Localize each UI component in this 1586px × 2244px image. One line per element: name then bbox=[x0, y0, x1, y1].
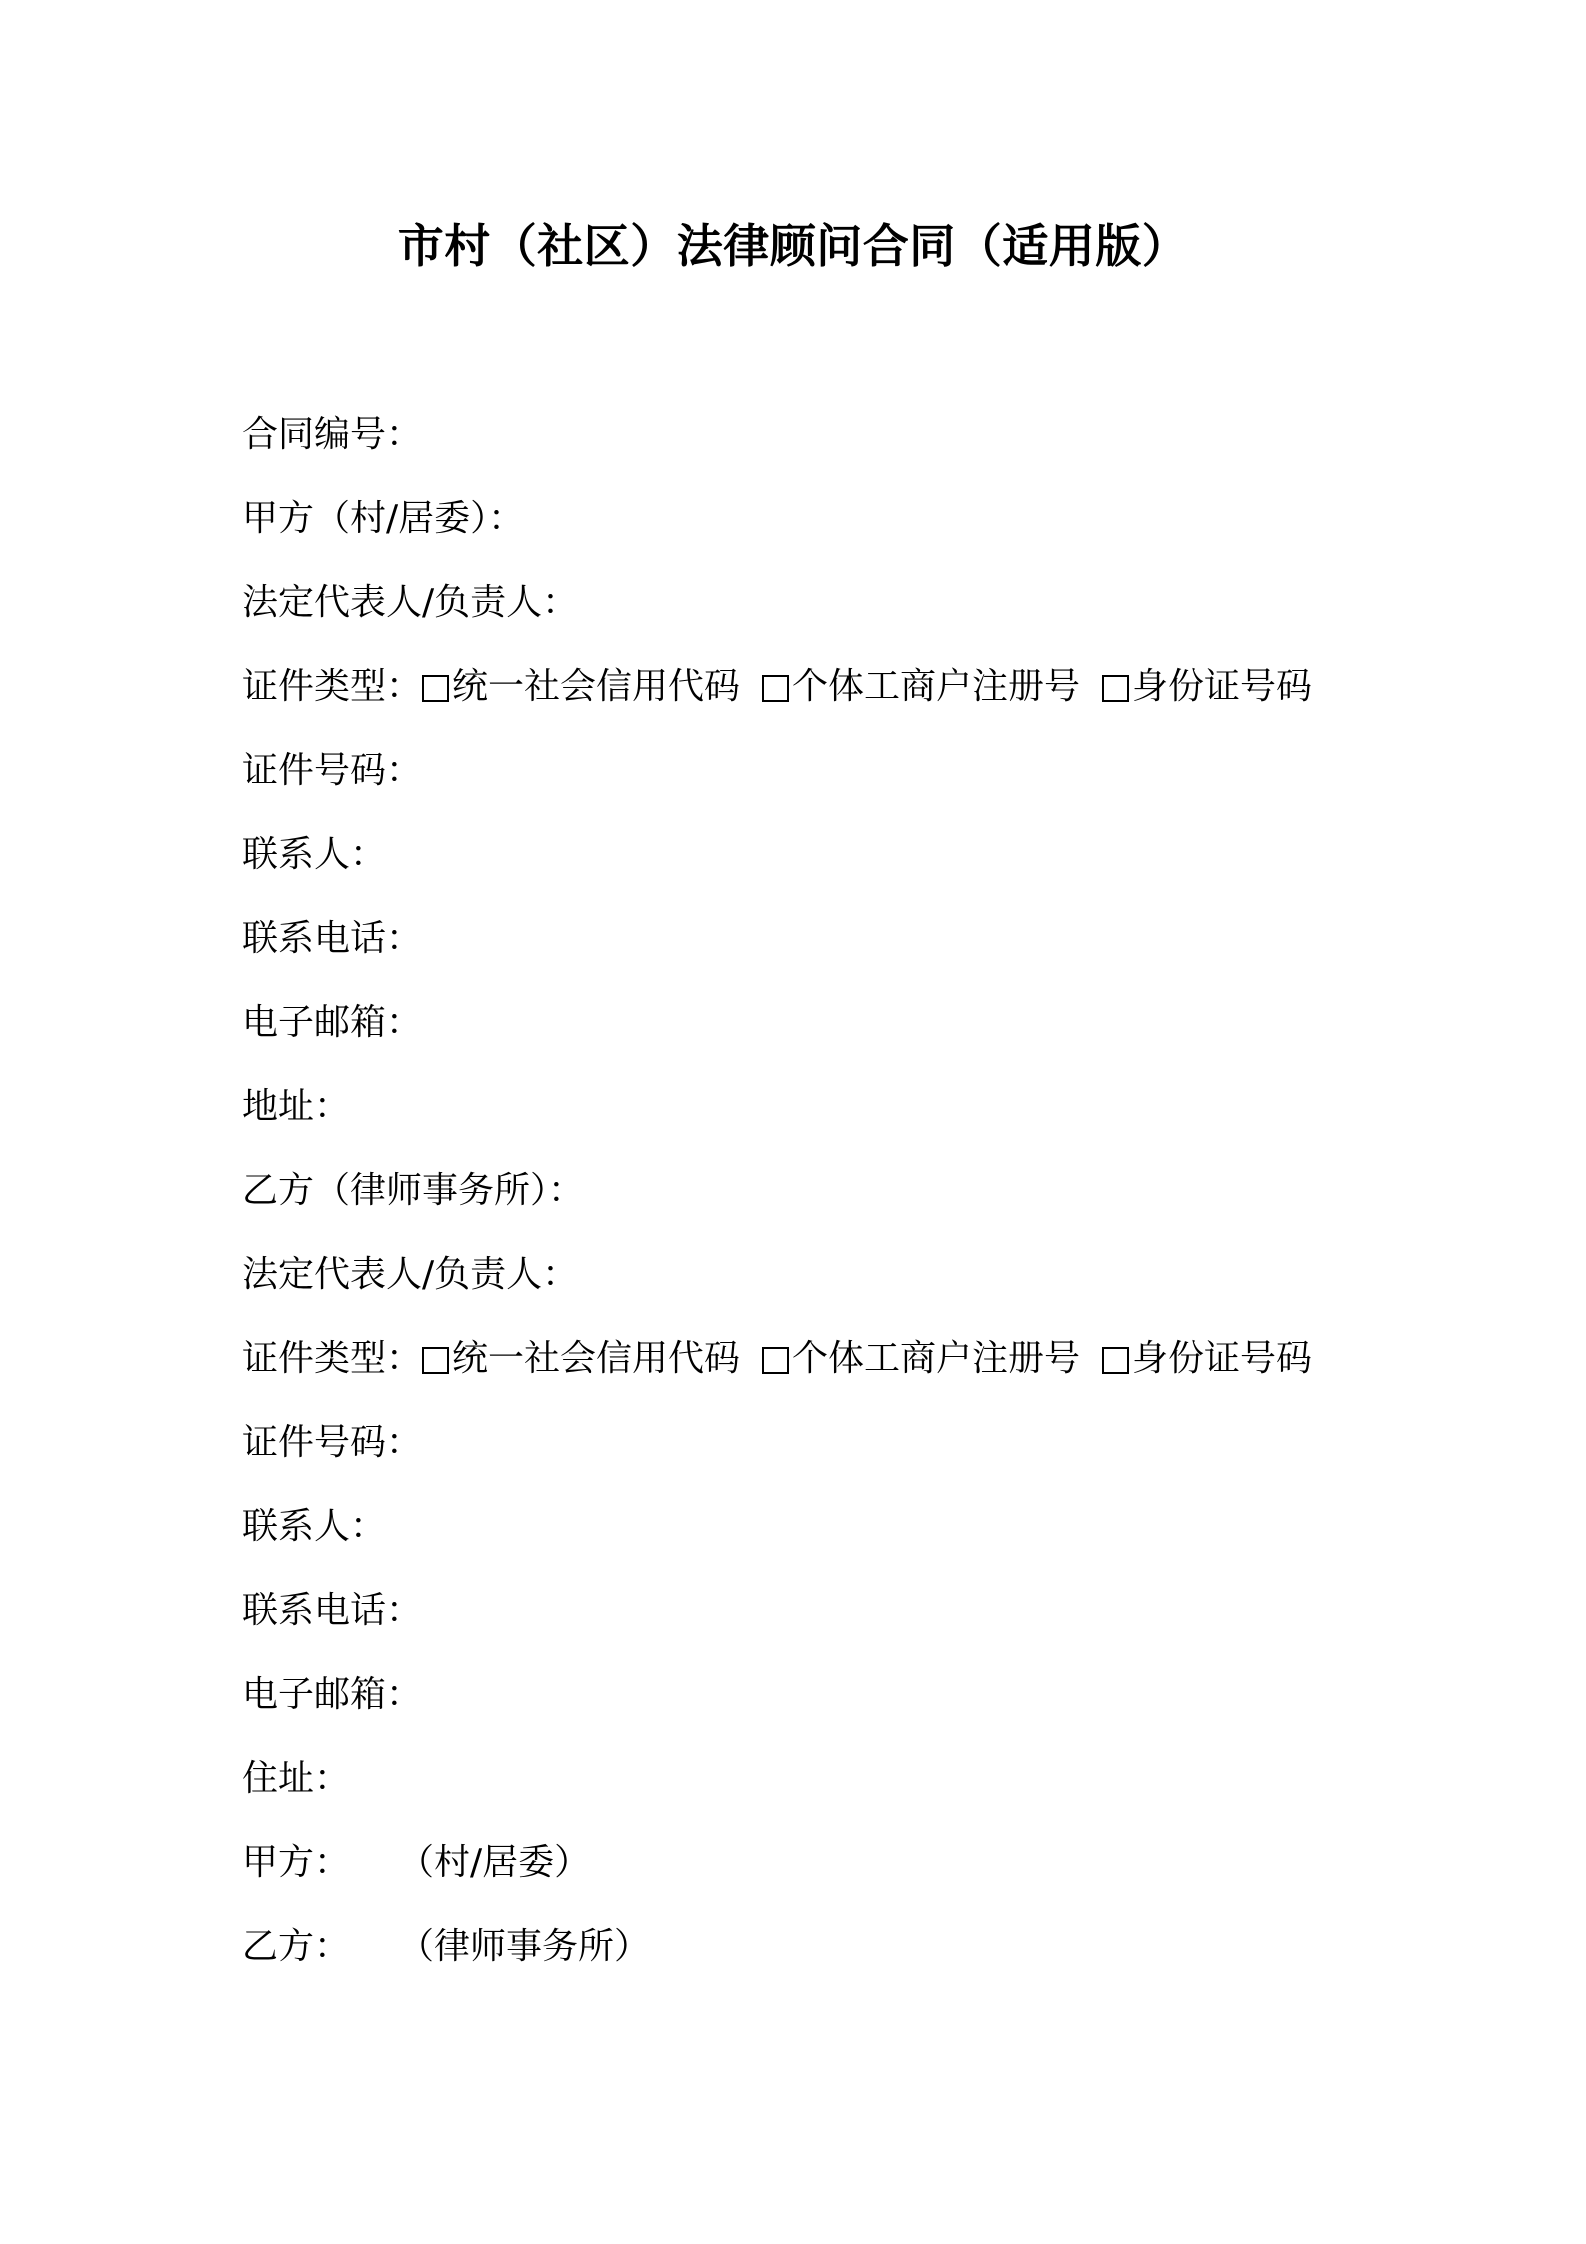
party-b-contact-label: 联系人： bbox=[242, 1506, 387, 1547]
checkbox-icon[interactable] bbox=[422, 1347, 449, 1374]
option-label: 个体工商户注册号 bbox=[792, 666, 1081, 707]
party-a-legal-rep-label: 法定代表人/负责人： bbox=[242, 582, 579, 623]
checkbox-icon[interactable] bbox=[1102, 1347, 1129, 1374]
party-a-id-number-row bbox=[242, 741, 1402, 825]
document-title: 市村（社区）法律顾问合同（适用版） bbox=[397, 219, 1189, 273]
party-a-name-label: 甲方（村/居委）： bbox=[242, 498, 525, 539]
party-b-id-type-label: 证件类型： bbox=[242, 1338, 423, 1379]
checkbox-icon[interactable] bbox=[762, 675, 789, 702]
party-a-email-row bbox=[242, 993, 1402, 1077]
party-a-id-type-option[interactable] bbox=[1102, 657, 1312, 717]
checkbox-icon[interactable] bbox=[422, 675, 449, 702]
party-b-id-number-label: 证件号码： bbox=[242, 1422, 423, 1463]
signature-party-a-row bbox=[242, 1833, 1402, 1917]
party-a-phone-row bbox=[242, 909, 1402, 993]
party-b-legal-rep-row bbox=[242, 1245, 1402, 1329]
party-b-id-type-option[interactable] bbox=[1102, 1329, 1312, 1389]
party-a-name-row bbox=[242, 489, 1402, 573]
party-b-id-type-row bbox=[242, 1329, 1402, 1413]
party-a-contact-row bbox=[242, 825, 1402, 909]
party-b-email-label: 电子邮箱： bbox=[242, 1674, 423, 1715]
party-a-legal-rep-row bbox=[242, 573, 1402, 657]
checkbox-icon[interactable] bbox=[762, 1347, 789, 1374]
signature-party-a-label: 甲方： bbox=[242, 1842, 351, 1883]
option-label: 个体工商户注册号 bbox=[792, 1338, 1081, 1379]
option-label: 统一社会信用代码 bbox=[452, 1338, 741, 1379]
option-label: 身份证号码 bbox=[1132, 1338, 1313, 1379]
contract-number-label: 合同编号： bbox=[242, 414, 423, 455]
party-a-address-label: 地址： bbox=[242, 1086, 351, 1127]
party-a-phone-label: 联系电话： bbox=[242, 918, 423, 959]
party-b-id-type-option[interactable] bbox=[762, 1329, 1080, 1389]
party-b-address-row bbox=[242, 1749, 1402, 1833]
signature-party-a-note: （村/居委） bbox=[398, 1842, 591, 1883]
signature-party-b-row bbox=[242, 1917, 1402, 2001]
option-label: 身份证号码 bbox=[1132, 666, 1313, 707]
option-label: 统一社会信用代码 bbox=[452, 666, 741, 707]
party-b-phone-row bbox=[242, 1581, 1402, 1665]
party-a-address-row bbox=[242, 1077, 1402, 1161]
party-b-address-label: 住址： bbox=[242, 1758, 351, 1799]
party-a-email-label: 电子邮箱： bbox=[242, 1002, 423, 1043]
party-a-id-number-label: 证件号码： bbox=[242, 750, 423, 791]
party-a-id-type-option[interactable] bbox=[762, 657, 1080, 717]
party-a-id-type-label: 证件类型： bbox=[242, 666, 423, 707]
party-a-id-type-option[interactable] bbox=[422, 657, 740, 717]
party-b-contact-row bbox=[242, 1497, 1402, 1581]
party-b-name-row bbox=[242, 1161, 1402, 1245]
signature-party-b-label: 乙方： bbox=[242, 1926, 351, 1967]
signature-party-b-note: （律师事务所） bbox=[398, 1926, 651, 1967]
party-b-legal-rep-label: 法定代表人/负责人： bbox=[242, 1254, 579, 1295]
party-a-id-type-row bbox=[242, 657, 1402, 741]
contract-form bbox=[242, 405, 1402, 2001]
checkbox-icon[interactable] bbox=[1102, 675, 1129, 702]
party-b-name-label: 乙方（律师事务所）： bbox=[242, 1170, 585, 1211]
party-a-contact-label: 联系人： bbox=[242, 834, 387, 875]
contract-number-row bbox=[242, 405, 1402, 489]
party-b-id-type-option[interactable] bbox=[422, 1329, 740, 1389]
party-b-phone-label: 联系电话： bbox=[242, 1590, 423, 1631]
party-b-id-number-row bbox=[242, 1413, 1402, 1497]
party-b-email-row bbox=[242, 1665, 1402, 1749]
